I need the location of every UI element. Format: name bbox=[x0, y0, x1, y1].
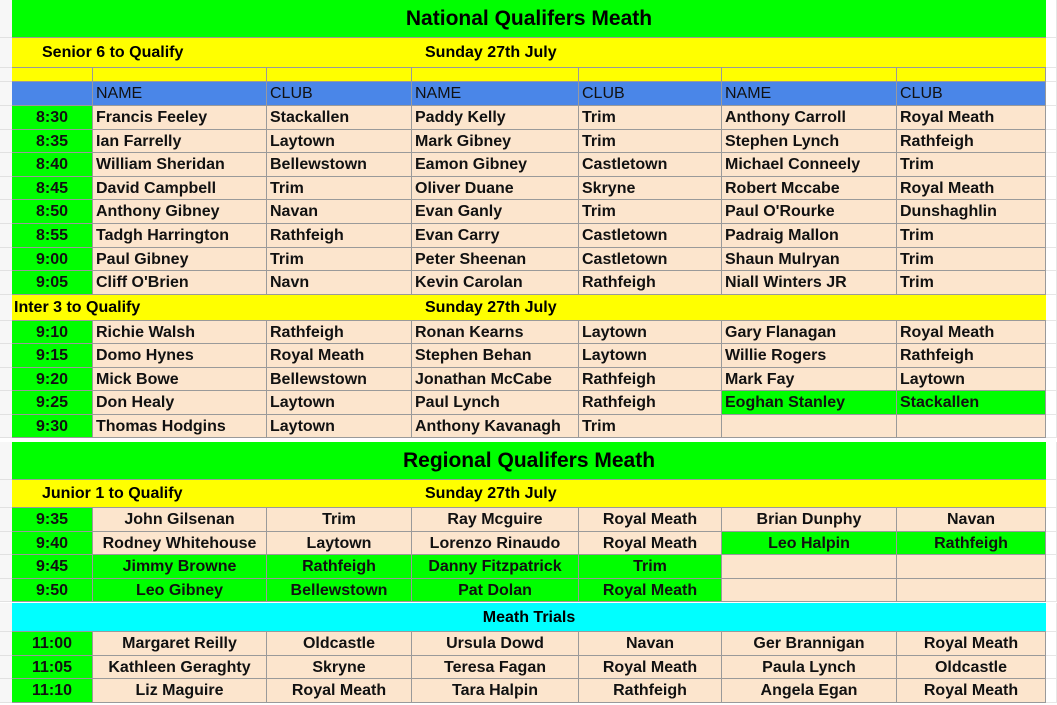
table-row bbox=[0, 656, 1057, 680]
club-cell[interactable] bbox=[897, 555, 1046, 579]
row-gutter bbox=[0, 555, 12, 579]
club-cell[interactable]: Rathfeigh bbox=[579, 391, 722, 414]
empty-cell[interactable] bbox=[1046, 480, 1057, 508]
empty-cell[interactable] bbox=[1046, 679, 1057, 703]
row-gutter bbox=[0, 508, 12, 532]
empty-cell[interactable] bbox=[1046, 368, 1057, 391]
column-header-row bbox=[0, 82, 1057, 106]
club-cell[interactable]: Trim bbox=[897, 271, 1046, 295]
club-cell[interactable]: Castletown bbox=[579, 153, 722, 177]
club-cell[interactable]: Bellewstown bbox=[267, 579, 412, 603]
row-gutter bbox=[0, 224, 12, 248]
name-cell[interactable]: Anthony Gibney bbox=[93, 200, 267, 224]
name-cell[interactable] bbox=[722, 579, 897, 603]
empty-cell[interactable] bbox=[1046, 68, 1057, 82]
row-gutter bbox=[0, 271, 12, 295]
empty-cell[interactable] bbox=[1046, 130, 1057, 154]
row-gutter bbox=[0, 679, 12, 703]
club-cell[interactable]: Royal Meath bbox=[897, 177, 1046, 201]
name-cell[interactable]: Thomas Hodgins bbox=[93, 415, 267, 438]
club-cell[interactable]: Rathfeigh bbox=[579, 271, 722, 295]
club-cell[interactable]: Laytown bbox=[579, 321, 722, 344]
time-cell[interactable]: 9:50 bbox=[12, 579, 93, 603]
name-cell[interactable]: Angela Egan bbox=[722, 679, 897, 703]
club-cell[interactable]: Rathfeigh bbox=[579, 679, 722, 703]
club-cell[interactable]: Royal Meath bbox=[897, 321, 1046, 344]
club-cell[interactable]: Royal Meath bbox=[897, 632, 1046, 656]
club-cell[interactable]: Trim bbox=[267, 177, 412, 201]
club-cell[interactable]: Royal Meath bbox=[897, 679, 1046, 703]
header-name[interactable]: NAME bbox=[722, 82, 897, 106]
club-cell[interactable]: Castletown bbox=[579, 248, 722, 272]
empty-cell[interactable] bbox=[1046, 656, 1057, 680]
name-cell[interactable]: Eoghan Stanley bbox=[722, 391, 897, 414]
club-cell[interactable]: Oldcastle bbox=[267, 632, 412, 656]
name-cell[interactable]: Brian Dunphy bbox=[722, 508, 897, 532]
name-cell[interactable]: Ronan Kearns bbox=[412, 321, 579, 344]
name-cell[interactable] bbox=[722, 555, 897, 579]
table-row bbox=[0, 532, 1057, 556]
club-cell[interactable] bbox=[897, 415, 1046, 438]
regional-title-row bbox=[0, 442, 1057, 480]
club-cell[interactable]: Rathfeigh bbox=[267, 224, 412, 248]
table-row bbox=[0, 632, 1057, 656]
club-cell[interactable]: Trim bbox=[579, 555, 722, 579]
club-cell[interactable]: Navan bbox=[267, 200, 412, 224]
name-cell[interactable]: Ian Farrelly bbox=[93, 130, 267, 154]
name-cell[interactable] bbox=[722, 415, 897, 438]
empty-cell[interactable] bbox=[1046, 82, 1057, 106]
time-cell[interactable]: 8:55 bbox=[12, 224, 93, 248]
club-cell[interactable]: Trim bbox=[897, 153, 1046, 177]
header-club[interactable]: CLUB bbox=[267, 82, 412, 106]
row-gutter bbox=[0, 632, 12, 656]
club-cell[interactable]: Royal Meath bbox=[579, 656, 722, 680]
row-gutter bbox=[0, 295, 12, 321]
section-label bbox=[12, 38, 1046, 68]
club-cell[interactable]: Rathfeigh bbox=[579, 368, 722, 391]
time-cell[interactable]: 8:50 bbox=[12, 200, 93, 224]
time-cell[interactable]: 9:25 bbox=[12, 391, 93, 414]
row-gutter bbox=[0, 38, 12, 68]
table-row bbox=[0, 224, 1057, 248]
table-row bbox=[0, 555, 1057, 579]
name-cell[interactable]: Ger Brannigan bbox=[722, 632, 897, 656]
name-cell[interactable]: Jonathan McCabe bbox=[412, 368, 579, 391]
club-cell[interactable]: Laytown bbox=[267, 415, 412, 438]
national-title: National Qualifers Meath bbox=[12, 0, 1046, 38]
club-cell[interactable]: Navan bbox=[897, 508, 1046, 532]
row-gutter bbox=[0, 344, 12, 367]
empty-cell[interactable] bbox=[1046, 153, 1057, 177]
spacer-cell[interactable] bbox=[267, 68, 412, 82]
club-cell[interactable]: Laytown bbox=[267, 130, 412, 154]
table-row bbox=[0, 271, 1057, 295]
header-club[interactable]: CLUB bbox=[579, 82, 722, 106]
empty-cell[interactable] bbox=[1046, 248, 1057, 272]
empty-cell[interactable] bbox=[1046, 579, 1057, 603]
club-cell[interactable]: Trim bbox=[267, 248, 412, 272]
time-cell[interactable]: 11:05 bbox=[12, 656, 93, 680]
time-cell[interactable]: 9:40 bbox=[12, 532, 93, 556]
club-cell[interactable]: Stackallen bbox=[897, 391, 1046, 414]
name-cell[interactable]: Tadgh Harrington bbox=[93, 224, 267, 248]
empty-cell[interactable] bbox=[1046, 532, 1057, 556]
club-cell[interactable]: Royal Meath bbox=[579, 532, 722, 556]
empty-cell[interactable] bbox=[1046, 391, 1057, 414]
section-qualify-label: Junior 1 to Qualify bbox=[42, 485, 183, 502]
section-label bbox=[12, 480, 1046, 508]
section-qualify-label: Senior 6 to Qualify bbox=[42, 44, 184, 61]
club-cell[interactable]: Royal Meath bbox=[897, 106, 1046, 130]
club-cell[interactable]: Royal Meath bbox=[267, 344, 412, 367]
club-cell[interactable]: Laytown bbox=[579, 344, 722, 367]
name-cell[interactable]: Ray Mcguire bbox=[412, 508, 579, 532]
time-cell[interactable]: 9:00 bbox=[12, 248, 93, 272]
name-cell[interactable]: Mark Gibney bbox=[412, 130, 579, 154]
name-cell[interactable]: Lorenzo Rinaudo bbox=[412, 532, 579, 556]
table-row bbox=[0, 130, 1057, 154]
name-cell[interactable]: Pat Dolan bbox=[412, 579, 579, 603]
row-gutter bbox=[0, 368, 12, 391]
row-gutter bbox=[0, 68, 12, 82]
club-cell[interactable]: Trim bbox=[579, 200, 722, 224]
empty-cell[interactable] bbox=[1046, 177, 1057, 201]
club-cell[interactable]: Laytown bbox=[267, 391, 412, 414]
time-cell[interactable]: 9:35 bbox=[12, 508, 93, 532]
header-club[interactable]: CLUB bbox=[897, 82, 1046, 106]
empty-cell[interactable] bbox=[1046, 271, 1057, 295]
name-cell[interactable]: Gary Flanagan bbox=[722, 321, 897, 344]
name-cell[interactable]: William Sheridan bbox=[93, 153, 267, 177]
club-cell[interactable]: Rathfeigh bbox=[897, 130, 1046, 154]
section-date: Sunday 27th July bbox=[425, 299, 557, 316]
empty-cell[interactable] bbox=[1046, 0, 1057, 38]
club-cell[interactable]: Rathfeigh bbox=[267, 321, 412, 344]
club-cell[interactable] bbox=[897, 579, 1046, 603]
name-cell[interactable]: Richie Walsh bbox=[93, 321, 267, 344]
club-cell[interactable]: Dunshaghlin bbox=[897, 200, 1046, 224]
name-cell[interactable]: Shaun Mulryan bbox=[722, 248, 897, 272]
club-cell[interactable]: Royal Meath bbox=[579, 508, 722, 532]
empty-cell[interactable] bbox=[1046, 632, 1057, 656]
club-cell[interactable]: Rathfeigh bbox=[897, 532, 1046, 556]
row-gutter bbox=[0, 200, 12, 224]
time-cell[interactable]: 9:10 bbox=[12, 321, 93, 344]
name-cell[interactable]: Ursula Dowd bbox=[412, 632, 579, 656]
table-row bbox=[0, 106, 1057, 130]
trials-title: Meath Trials bbox=[12, 603, 1046, 632]
name-cell[interactable]: Willie Rogers bbox=[722, 344, 897, 367]
empty-cell[interactable] bbox=[1046, 508, 1057, 532]
time-cell[interactable]: 8:30 bbox=[12, 106, 93, 130]
name-cell[interactable]: Domo Hynes bbox=[93, 344, 267, 367]
row-gutter bbox=[0, 391, 12, 414]
row-gutter bbox=[0, 532, 12, 556]
club-cell[interactable]: Bellewstown bbox=[267, 153, 412, 177]
national-title-row bbox=[0, 0, 1057, 38]
table-row bbox=[0, 679, 1057, 703]
table-row bbox=[0, 200, 1057, 224]
row-gutter bbox=[0, 579, 12, 603]
name-cell[interactable]: John Gilsenan bbox=[93, 508, 267, 532]
row-gutter bbox=[0, 0, 12, 38]
club-cell[interactable]: Castletown bbox=[579, 224, 722, 248]
name-cell[interactable]: Mark Fay bbox=[722, 368, 897, 391]
row-gutter bbox=[0, 656, 12, 680]
time-cell[interactable]: 8:35 bbox=[12, 130, 93, 154]
time-cell[interactable]: 11:00 bbox=[12, 632, 93, 656]
section-label bbox=[12, 295, 1046, 321]
empty-cell[interactable] bbox=[1046, 38, 1057, 68]
name-cell[interactable]: Stephen Lynch bbox=[722, 130, 897, 154]
table-row bbox=[0, 321, 1057, 344]
empty-cell[interactable] bbox=[1046, 106, 1057, 130]
name-cell[interactable]: Padraig Mallon bbox=[722, 224, 897, 248]
row-gutter bbox=[0, 248, 12, 272]
trials-title-row bbox=[0, 603, 1057, 632]
name-cell[interactable]: Peter Sheenan bbox=[412, 248, 579, 272]
row-gutter bbox=[0, 442, 12, 480]
name-cell[interactable]: Stephen Behan bbox=[412, 344, 579, 367]
name-cell[interactable]: Paddy Kelly bbox=[412, 106, 579, 130]
row-gutter bbox=[0, 177, 12, 201]
empty-cell[interactable] bbox=[1046, 555, 1057, 579]
empty-cell[interactable] bbox=[1046, 321, 1057, 344]
name-cell[interactable]: Mick Bowe bbox=[93, 368, 267, 391]
spacer-cell[interactable] bbox=[93, 68, 267, 82]
name-cell[interactable]: Margaret Reilly bbox=[93, 632, 267, 656]
spacer-row bbox=[0, 68, 1057, 82]
header-name[interactable]: NAME bbox=[412, 82, 579, 106]
name-cell[interactable]: Anthony Carroll bbox=[722, 106, 897, 130]
table-row bbox=[0, 368, 1057, 391]
table-row bbox=[0, 391, 1057, 414]
row-gutter bbox=[0, 321, 12, 344]
name-cell[interactable]: Evan Ganly bbox=[412, 200, 579, 224]
table-row bbox=[0, 344, 1057, 367]
name-cell[interactable]: Rodney Whitehouse bbox=[93, 532, 267, 556]
club-cell[interactable]: Skryne bbox=[579, 177, 722, 201]
spacer-cell[interactable] bbox=[722, 68, 897, 82]
club-cell[interactable]: Trim bbox=[897, 248, 1046, 272]
row-gutter bbox=[0, 106, 12, 130]
spacer-cell[interactable] bbox=[12, 68, 93, 82]
name-cell[interactable]: Paul O'Rourke bbox=[722, 200, 897, 224]
name-cell[interactable]: Leo Gibney bbox=[93, 579, 267, 603]
senior-label-row bbox=[0, 38, 1057, 68]
header-name[interactable]: NAME bbox=[93, 82, 267, 106]
spacer-cell[interactable] bbox=[579, 68, 722, 82]
name-cell[interactable]: Cliff O'Brien bbox=[93, 271, 267, 295]
empty-cell[interactable] bbox=[1046, 295, 1057, 321]
club-cell[interactable]: Trim bbox=[579, 106, 722, 130]
time-cell[interactable]: 9:20 bbox=[12, 368, 93, 391]
club-cell[interactable]: Trim bbox=[579, 130, 722, 154]
club-cell[interactable]: Laytown bbox=[267, 532, 412, 556]
time-cell[interactable]: 11:10 bbox=[12, 679, 93, 703]
time-cell[interactable]: 9:05 bbox=[12, 271, 93, 295]
club-cell[interactable]: Oldcastle bbox=[897, 656, 1046, 680]
empty-cell[interactable] bbox=[1046, 224, 1057, 248]
name-cell[interactable]: Kathleen Geraghty bbox=[93, 656, 267, 680]
name-cell[interactable]: Evan Carry bbox=[412, 224, 579, 248]
header-blank-cell[interactable] bbox=[12, 82, 93, 106]
table-row bbox=[0, 579, 1057, 603]
club-cell[interactable]: Trim bbox=[897, 224, 1046, 248]
club-cell[interactable]: Bellewstown bbox=[267, 368, 412, 391]
row-gutter bbox=[0, 82, 12, 106]
row-gutter bbox=[0, 153, 12, 177]
name-cell[interactable]: Anthony Kavanagh bbox=[412, 415, 579, 438]
name-cell[interactable]: Robert Mccabe bbox=[722, 177, 897, 201]
name-cell[interactable]: Niall Winters JR bbox=[722, 271, 897, 295]
club-cell[interactable]: Laytown bbox=[897, 368, 1046, 391]
row-gutter bbox=[0, 415, 12, 438]
empty-cell[interactable] bbox=[1046, 200, 1057, 224]
table-row bbox=[0, 153, 1057, 177]
name-cell[interactable]: Eamon Gibney bbox=[412, 153, 579, 177]
name-cell[interactable]: Francis Feeley bbox=[93, 106, 267, 130]
section-date: Sunday 27th July bbox=[425, 44, 557, 61]
club-cell[interactable]: Navan bbox=[579, 632, 722, 656]
time-cell[interactable]: 8:40 bbox=[12, 153, 93, 177]
name-cell[interactable]: Michael Conneely bbox=[722, 153, 897, 177]
name-cell[interactable]: Paula Lynch bbox=[722, 656, 897, 680]
name-cell[interactable]: Leo Halpin bbox=[722, 532, 897, 556]
name-cell[interactable]: Oliver Duane bbox=[412, 177, 579, 201]
name-cell[interactable]: Liz Maguire bbox=[93, 679, 267, 703]
section-date: Sunday 27th July bbox=[425, 485, 557, 502]
name-cell[interactable]: Don Healy bbox=[93, 391, 267, 414]
name-cell[interactable]: Paul Gibney bbox=[93, 248, 267, 272]
row-gutter bbox=[0, 130, 12, 154]
table-row bbox=[0, 415, 1057, 438]
empty-cell[interactable] bbox=[1046, 415, 1057, 438]
junior-label-row bbox=[0, 480, 1057, 508]
empty-cell[interactable] bbox=[1046, 603, 1057, 632]
club-cell[interactable]: Stackallen bbox=[267, 106, 412, 130]
name-cell[interactable]: Jimmy Browne bbox=[93, 555, 267, 579]
table-row bbox=[0, 177, 1057, 201]
time-cell[interactable]: 8:45 bbox=[12, 177, 93, 201]
section-qualify-label: Inter 3 to Qualify bbox=[14, 299, 141, 316]
empty-cell[interactable] bbox=[1046, 344, 1057, 367]
row-gutter bbox=[0, 603, 12, 632]
name-cell[interactable]: Paul Lynch bbox=[412, 391, 579, 414]
empty-cell[interactable] bbox=[1046, 442, 1057, 480]
club-cell[interactable]: Rathfeigh bbox=[267, 555, 412, 579]
row-gutter bbox=[0, 480, 12, 508]
club-cell[interactable]: Navn bbox=[267, 271, 412, 295]
spacer-cell[interactable] bbox=[897, 68, 1046, 82]
inter-label-row bbox=[0, 295, 1057, 321]
name-cell[interactable]: Danny Fitzpatrick bbox=[412, 555, 579, 579]
name-cell[interactable]: Tara Halpin bbox=[412, 679, 579, 703]
table-row bbox=[0, 248, 1057, 272]
club-cell[interactable]: Trim bbox=[579, 415, 722, 438]
club-cell[interactable]: Royal Meath bbox=[579, 579, 722, 603]
regional-title: Regional Qualifers Meath bbox=[12, 442, 1046, 480]
time-cell[interactable]: 9:30 bbox=[12, 415, 93, 438]
time-cell[interactable]: 9:15 bbox=[12, 344, 93, 367]
table-row bbox=[0, 508, 1057, 532]
club-cell[interactable]: Rathfeigh bbox=[897, 344, 1046, 367]
club-cell[interactable]: Trim bbox=[267, 508, 412, 532]
name-cell[interactable]: David Campbell bbox=[93, 177, 267, 201]
name-cell[interactable]: Teresa Fagan bbox=[412, 656, 579, 680]
name-cell[interactable]: Kevin Carolan bbox=[412, 271, 579, 295]
spacer-cell[interactable] bbox=[412, 68, 579, 82]
club-cell[interactable]: Skryne bbox=[267, 656, 412, 680]
club-cell[interactable]: Royal Meath bbox=[267, 679, 412, 703]
time-cell[interactable]: 9:45 bbox=[12, 555, 93, 579]
